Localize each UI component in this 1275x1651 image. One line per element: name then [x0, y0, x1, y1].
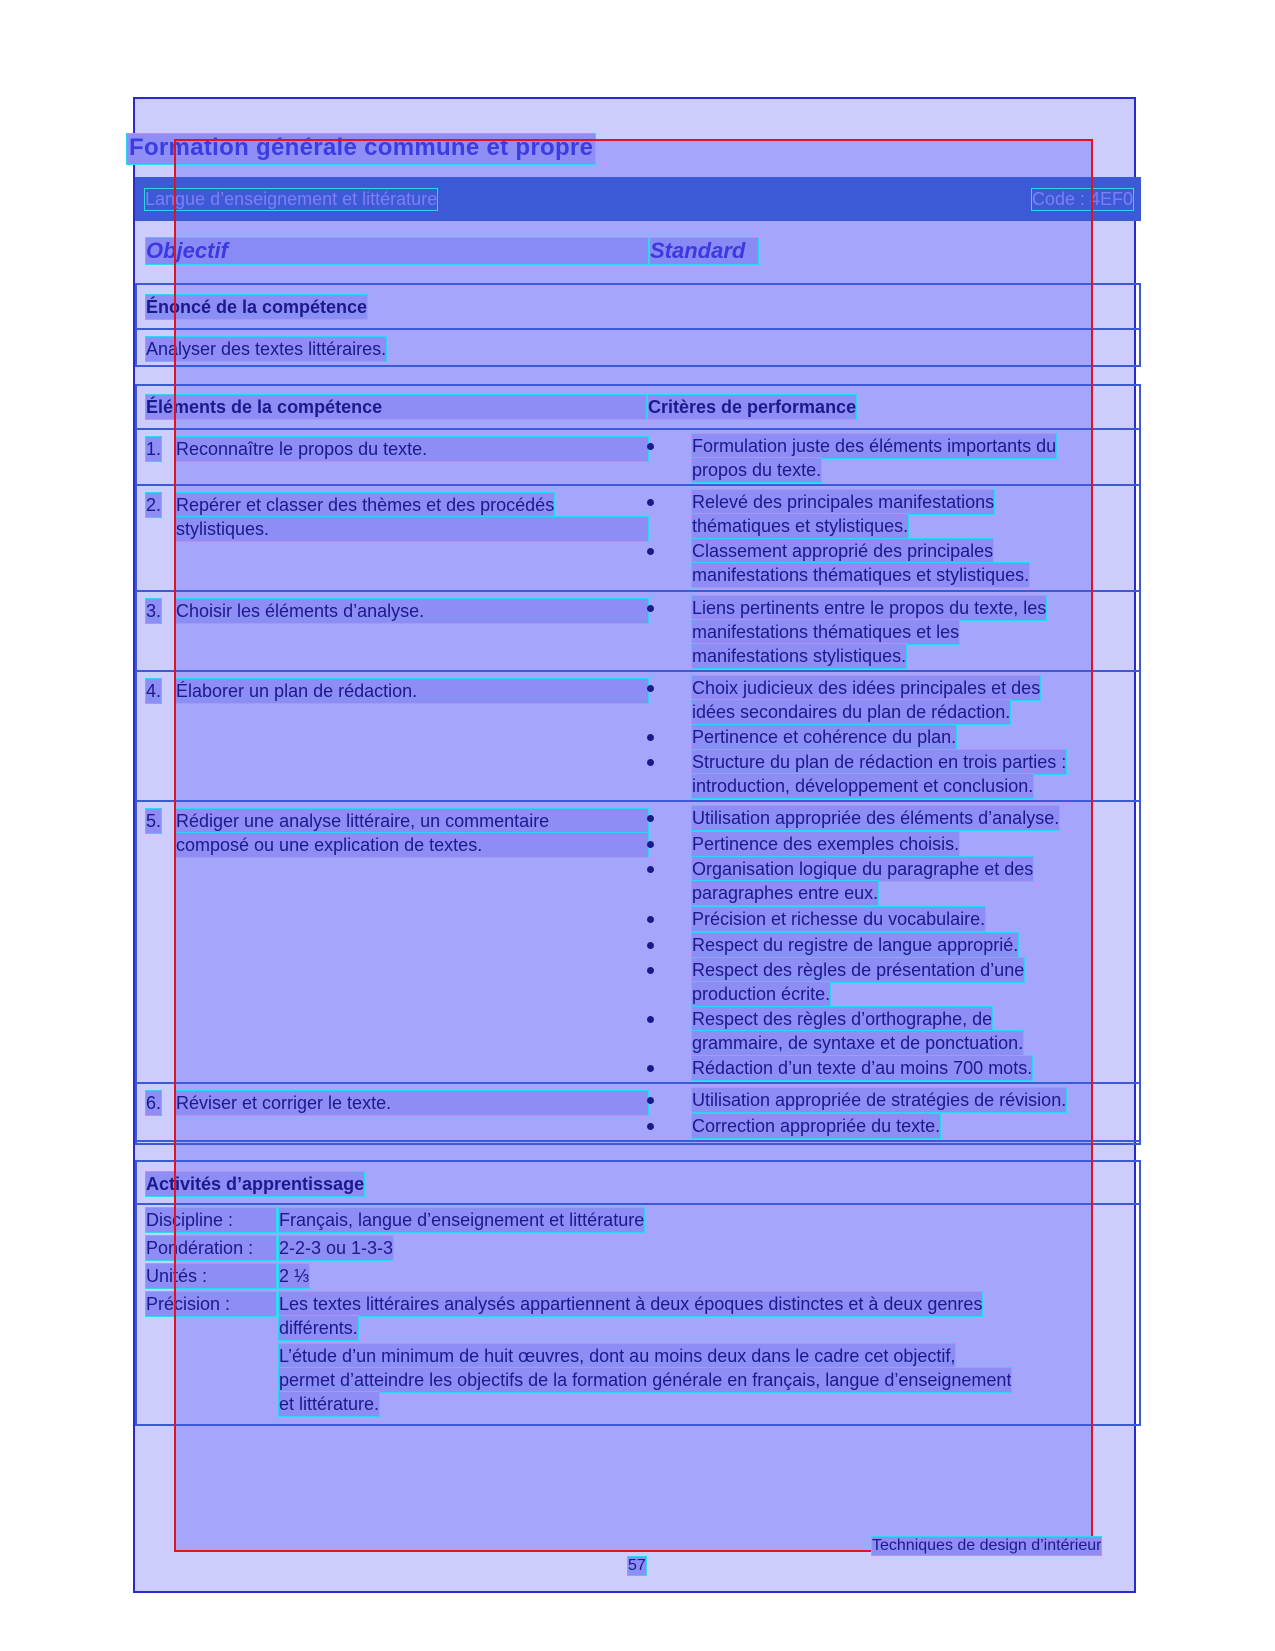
divider — [135, 1082, 1141, 1084]
criterion-text: Organisation logique du paragraphe et des — [692, 859, 1034, 879]
precision-text: L’étude d’un minimum de huit œuvres, dont au moins deux dans le cadre cet objectif, — [279, 1346, 956, 1366]
criterion-text: propos du texte. — [692, 460, 822, 480]
bullet-icon — [647, 443, 654, 450]
page-title: Formation générale commune et propre — [127, 134, 595, 164]
criterion-text: Formulation juste des éléments importants du — [692, 436, 1057, 456]
criterion-text: manifestations stylistiques. — [692, 646, 907, 666]
divider — [135, 670, 1141, 672]
divider — [135, 1140, 1141, 1142]
bullet-icon — [647, 734, 654, 741]
bullet-icon — [647, 967, 654, 974]
element-number: 3. — [146, 601, 162, 621]
bullet-icon — [647, 548, 654, 555]
bullet-icon — [647, 841, 654, 848]
bullet-icon — [647, 759, 654, 766]
criterion-text: Pertinence et cohérence du plan. — [692, 727, 957, 747]
criterion-text: Relevé des principales manifestations — [692, 492, 995, 512]
ponderation-value: 2-2-3 ou 1-3-3 — [279, 1238, 394, 1258]
criterion-text: Choix judicieux des idées principales et des — [692, 678, 1041, 698]
band-code: Code : 4EF0 — [1031, 189, 1133, 209]
element-number: 6. — [146, 1093, 162, 1113]
element-text: Rédiger une analyse littéraire, un commentaire — [176, 809, 648, 833]
divider — [135, 328, 1141, 330]
bullet-icon — [647, 1016, 654, 1023]
bullet-icon — [647, 499, 654, 506]
criterion-text: Utilisation appropriée de stratégies de révision. — [692, 1090, 1067, 1110]
element-text: Réviser et corriger le texte. — [176, 1091, 648, 1115]
criterion-text: Correction appropriée du texte. — [692, 1116, 941, 1136]
divider — [135, 1203, 1141, 1205]
precision-label: Précision : — [146, 1292, 276, 1316]
bullet-icon — [647, 1097, 654, 1104]
criterion-text: Classement approprié des principales — [692, 541, 994, 561]
criterion-text: Utilisation appropriée des éléments d’analyse. — [692, 808, 1060, 828]
element-text: Reconnaître le propos du texte. — [176, 437, 648, 461]
criterion-text: Précision et richesse du vocabulaire. — [692, 909, 986, 929]
ponderation-label: Pondération : — [146, 1236, 276, 1260]
elements-column-header: Éléments de la compétence — [146, 395, 646, 419]
criterion-text: idées secondaires du plan de rédaction. — [692, 702, 1011, 722]
criterion-text: Liens pertinents entre le propos du texte, les — [692, 598, 1047, 618]
criterion-text: manifestations thématiques et les — [692, 622, 960, 642]
criterion-text: introduction, développement et conclusion. — [692, 776, 1034, 796]
criterion-text: Respect des règles d’orthographe, de — [692, 1009, 993, 1029]
criterion-text: Structure du plan de rédaction en trois parties : — [692, 752, 1067, 772]
bullet-icon — [647, 1065, 654, 1072]
element-text: composé ou une explication de textes. — [176, 833, 648, 857]
criterion-text: Respect du registre de langue approprié. — [692, 935, 1019, 955]
element-number: 4. — [146, 681, 162, 701]
element-text: Repérer et classer des thèmes et des procédés — [176, 495, 555, 515]
page-number: 57 — [628, 1557, 646, 1574]
bullet-icon — [647, 866, 654, 873]
criterion-text: Rédaction d’un texte d’au moins 700 mots. — [692, 1058, 1033, 1078]
criterion-text: paragraphes entre eux. — [692, 883, 879, 903]
precision-text: permet d’atteindre les objectifs de la formation générale en français, langue d’enseignement — [279, 1370, 1012, 1390]
criterion-text: Respect des règles de présentation d’une — [692, 960, 1025, 980]
bullet-icon — [647, 942, 654, 949]
objective-label: Objectif — [146, 238, 648, 264]
bullet-icon — [647, 815, 654, 822]
unites-value: 2 ⅓ — [279, 1266, 310, 1286]
element-number: 1. — [146, 439, 162, 459]
footer-program: Techniques de design d’intérieur — [872, 1537, 1102, 1554]
unites-label: Unités : — [146, 1264, 276, 1288]
element-text: Élaborer un plan de rédaction. — [176, 679, 648, 703]
band-subject: Langue d’enseignement et littérature — [145, 189, 438, 209]
bullet-icon — [647, 1123, 654, 1130]
bullet-icon — [647, 685, 654, 692]
criteria-column-header: Critères de performance — [648, 397, 857, 417]
competence-heading: Énoncé de la compétence — [146, 297, 368, 317]
element-number: 5. — [146, 811, 162, 831]
criterion-text: grammaire, de syntaxe et de ponctuation. — [692, 1033, 1024, 1053]
criterion-text: production écrite. — [692, 984, 831, 1004]
divider — [135, 484, 1141, 486]
element-number: 2. — [146, 495, 162, 515]
discipline-value: Français, langue d’enseignement et littérature — [279, 1210, 645, 1230]
bullet-icon — [647, 605, 654, 612]
precision-text: et littérature. — [279, 1394, 380, 1414]
activities-heading: Activités d’apprentissage — [146, 1174, 365, 1194]
discipline-label: Discipline : — [146, 1208, 276, 1232]
standard-label: Standard — [650, 238, 758, 264]
precision-text: Les textes littéraires analysés appartiennent à deux époques distinctes et à deux genres — [279, 1294, 983, 1314]
criterion-text: thématiques et stylistiques. — [692, 516, 909, 536]
criterion-text: Pertinence des exemples choisis. — [692, 834, 960, 854]
precision-text: différents. — [279, 1318, 358, 1338]
divider — [135, 428, 1141, 430]
divider — [135, 590, 1141, 592]
element-text: stylistiques. — [176, 517, 648, 541]
divider — [135, 800, 1141, 802]
competence-text: Analyser des textes littéraires. — [146, 339, 387, 359]
bullet-icon — [647, 916, 654, 923]
criterion-text: manifestations thématiques et stylistiques. — [692, 565, 1030, 585]
element-text: Choisir les éléments d’analyse. — [176, 599, 648, 623]
program-band — [135, 177, 1141, 221]
